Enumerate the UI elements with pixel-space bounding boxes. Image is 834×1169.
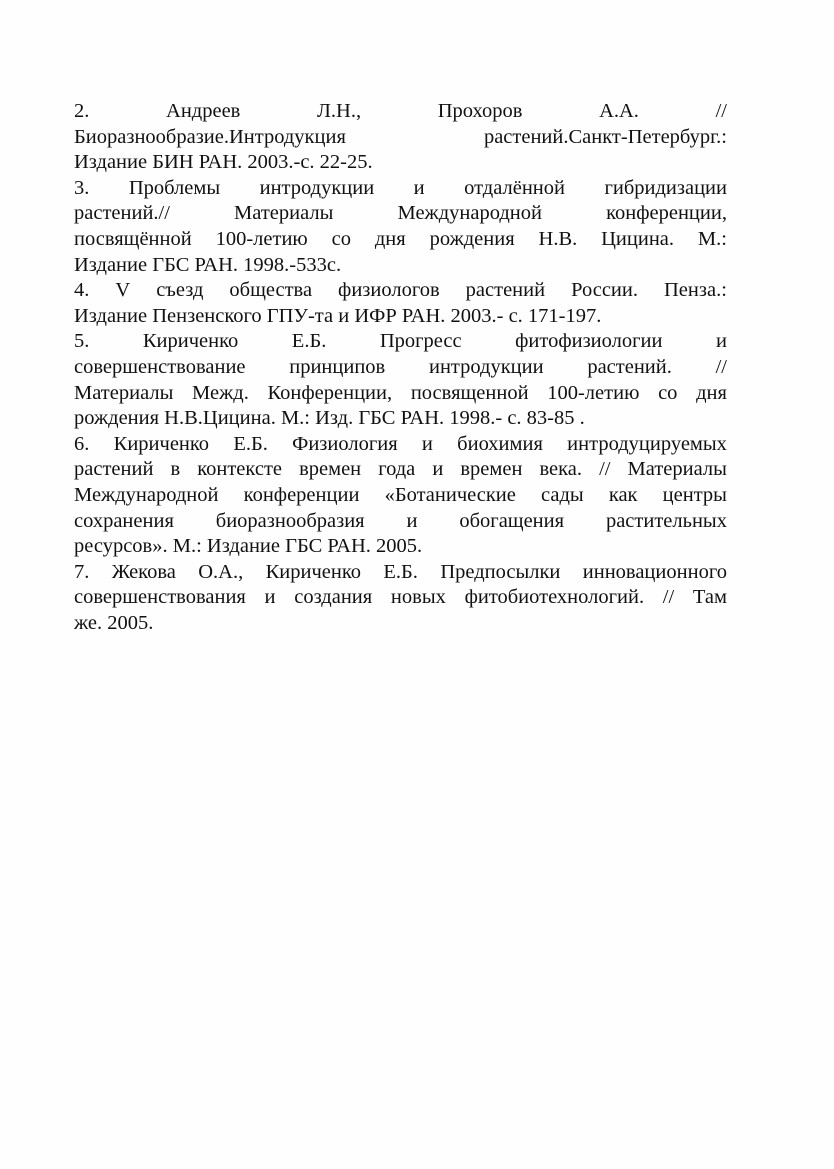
reference-text: Жекова — [111, 560, 176, 583]
reference-line — [74, 278, 727, 304]
reference-text: и — [264, 586, 276, 609]
reference-text: О.А., — [198, 560, 244, 583]
reference-text: биоразнообразия — [215, 509, 365, 532]
reference-text: принципов — [289, 355, 386, 378]
reference-text: же. 2005. — [74, 611, 154, 634]
reference-text: сохранения — [74, 509, 174, 532]
reference-text: Международной — [74, 483, 219, 506]
reference-text: растений.Санкт-Петербург.: — [483, 125, 727, 148]
reference-text: // — [715, 355, 727, 378]
reference-text: Л.Н., — [317, 100, 362, 122]
reference-text: посвященной — [410, 381, 529, 404]
reference-text: 100-летию — [547, 381, 640, 404]
reference-text: «Ботанические — [384, 483, 516, 506]
reference-text: совершенствования — [74, 586, 246, 609]
reference-line — [74, 176, 727, 202]
reference-text: времен — [299, 458, 362, 481]
reference-text: Н.В. — [538, 227, 578, 250]
reference-text: и — [413, 176, 425, 199]
reference-line — [74, 483, 727, 509]
reference-text: Материалы — [627, 458, 727, 481]
reference-text: Прохоров — [437, 100, 523, 122]
reference-number: 6. — [74, 432, 90, 455]
reference-line — [74, 611, 727, 637]
reference-text: рождения Н.В.Цицина. М.: Изд. ГБС РАН. 1998.- с. 83-85 . — [74, 407, 585, 430]
reference-text: гибридизации — [604, 176, 727, 199]
reference-line — [74, 355, 727, 381]
reference-text: в — [170, 458, 181, 481]
reference-text: Цицина. — [601, 227, 675, 250]
reference-number: 2. — [74, 100, 90, 122]
reference-text: // — [599, 458, 611, 481]
reference-text: физиологов — [338, 279, 440, 302]
reference-text: инновационного — [582, 560, 727, 583]
reference-line — [74, 125, 727, 151]
reference-text: Конференции, — [267, 381, 393, 404]
reference-text: Е.Б. — [233, 432, 268, 455]
reference-line — [74, 227, 727, 253]
reference-text: интродуцируемых — [567, 432, 727, 455]
reference-line — [74, 201, 727, 227]
reference-text: Издание ГБС РАН. 1998.-533с. — [74, 253, 342, 276]
reference-text: интродукции — [428, 355, 544, 378]
reference-text: 100-летию — [215, 227, 308, 250]
reference-text: конференции, — [606, 202, 727, 225]
reference-text: центры — [662, 483, 727, 506]
reference-line — [74, 457, 727, 483]
reference-text: Там — [692, 586, 727, 609]
reference-text: растений — [465, 279, 546, 302]
reference-text: Прогресс — [379, 330, 462, 353]
reference-text: М.: — [697, 227, 727, 250]
reference-text: создания — [294, 586, 373, 609]
reference-text: Физиология — [292, 432, 398, 455]
reference-line — [74, 406, 727, 432]
reference-text: Издание БИН РАН. 2003.-с. 22-25. — [74, 151, 373, 174]
reference-text: А.А. — [599, 100, 639, 122]
reference-text: сады — [541, 483, 584, 506]
reference-text: и — [421, 432, 433, 455]
reference-text: новых — [390, 586, 446, 609]
reference-number: 7. — [74, 560, 90, 583]
reference-item — [74, 432, 727, 560]
reference-text: V — [115, 279, 131, 302]
reference-line — [74, 432, 727, 458]
reference-text: отдалённой — [464, 176, 565, 199]
reference-line — [74, 560, 727, 586]
reference-text: растений.// — [74, 202, 170, 225]
reference-text: // — [715, 100, 727, 122]
reference-text: Межд. — [192, 381, 249, 404]
reference-item — [74, 278, 727, 329]
reference-text: времен — [460, 458, 523, 481]
reference-text: растений — [74, 458, 154, 481]
reference-number: 5. — [74, 330, 90, 353]
reference-text: Биоразнообразие.Интродукция — [74, 125, 346, 148]
reference-text: рождения — [429, 227, 515, 250]
reference-text: Проблемы — [128, 176, 221, 199]
reference-number: 3. — [74, 176, 90, 199]
reference-text: Кириченко — [113, 432, 210, 455]
reference-text: и — [715, 330, 727, 353]
reference-line — [74, 150, 727, 176]
reference-item — [74, 99, 727, 176]
reference-text: посвящённой — [74, 227, 192, 250]
reference-line — [74, 381, 727, 407]
reference-item — [74, 176, 727, 278]
reference-text: и — [406, 509, 418, 532]
reference-text: дня — [696, 381, 727, 404]
reference-text: конференции — [243, 483, 360, 506]
reference-text: Кириченко — [265, 560, 362, 583]
reference-text: съезд — [156, 279, 204, 302]
reference-line — [74, 99, 727, 125]
reference-text: со — [331, 227, 351, 250]
reference-text: // — [662, 586, 675, 609]
reference-text: Е.Б. — [291, 330, 327, 353]
reference-text: века. — [539, 458, 583, 481]
reference-text: России. — [571, 279, 638, 302]
reference-text: общества — [229, 279, 313, 302]
reference-text: ресурсов». М.: Издание ГБС РАН. 2005. — [74, 535, 423, 558]
reference-text: интродукции — [259, 176, 375, 199]
reference-line — [74, 253, 727, 279]
reference-text: фитофизиологии — [515, 330, 663, 353]
reference-list — [74, 99, 727, 636]
reference-line — [74, 534, 727, 560]
reference-text: Материалы — [234, 202, 334, 225]
reference-item — [74, 329, 727, 431]
reference-text: дня — [374, 227, 406, 250]
reference-text: Предпосылки — [440, 560, 561, 583]
reference-line — [74, 329, 727, 355]
reference-text: контексте — [197, 458, 283, 481]
reference-text: как — [608, 483, 638, 506]
reference-line — [74, 509, 727, 535]
reference-text: Е.Б. — [383, 560, 418, 583]
reference-text: Андреев — [166, 100, 241, 122]
reference-line — [74, 304, 727, 330]
reference-line — [74, 585, 727, 611]
reference-item — [74, 560, 727, 637]
reference-text: Международной — [397, 202, 542, 225]
reference-text: совершенствование — [74, 355, 246, 378]
reference-text: Кириченко — [142, 330, 239, 353]
reference-text: фитобиотехнологий. — [464, 586, 645, 609]
reference-text: Пенза.: — [664, 279, 727, 302]
reference-text: обогащения — [459, 509, 565, 532]
reference-text: Издание Пензенского ГПУ-та и ИФР РАН. 2003.- с. 171-197. — [74, 304, 602, 327]
reference-text: растительных — [605, 509, 727, 532]
reference-text: года — [378, 458, 416, 481]
reference-number: 4. — [74, 279, 90, 302]
reference-text: со — [658, 381, 678, 404]
reference-text: растений. — [587, 355, 672, 378]
reference-text: Материалы — [74, 381, 174, 404]
reference-text: биохимия — [457, 432, 543, 455]
reference-text: и — [432, 458, 444, 481]
